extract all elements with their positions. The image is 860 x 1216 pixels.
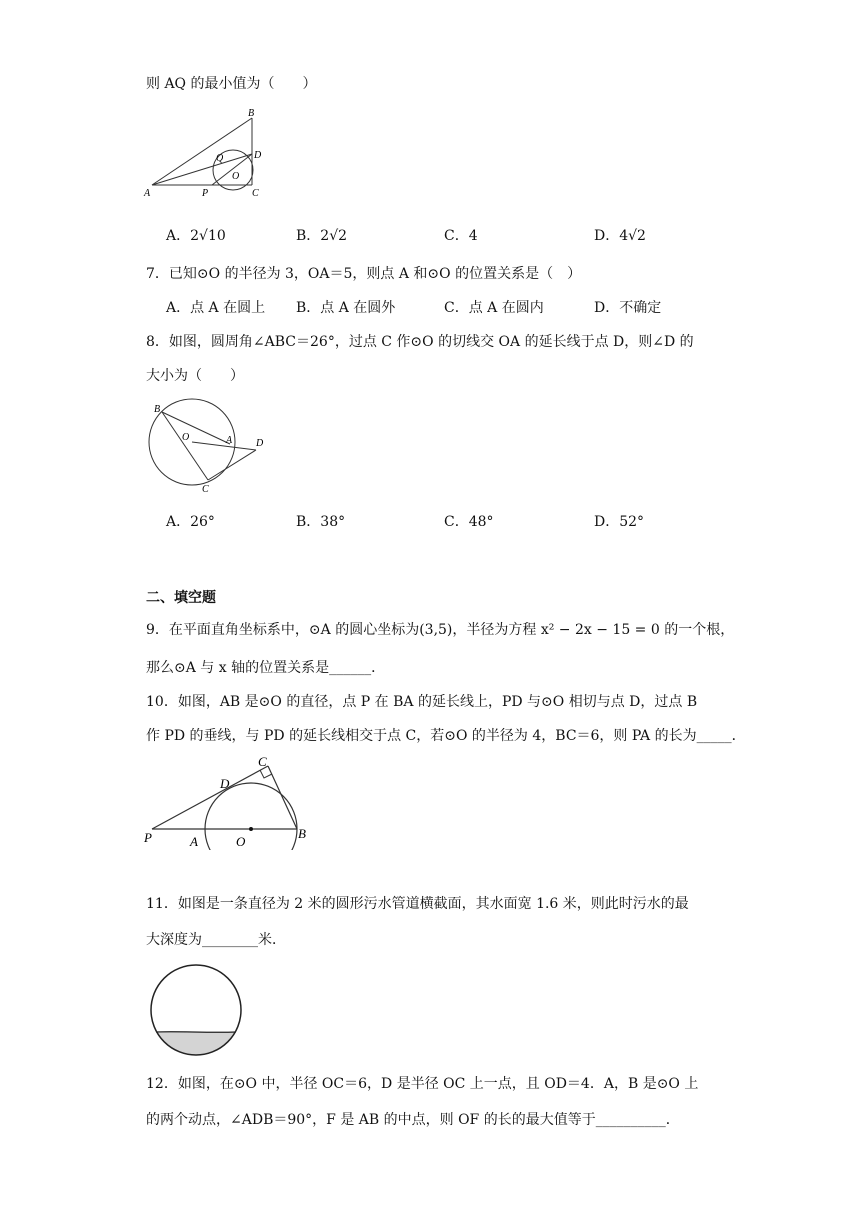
- q7-option-c[interactable]: C．点 A 在圆内: [444, 300, 544, 316]
- q9-line1: 9．在平面直角坐标系中，⊙A 的圆心坐标为(3,5)，半径为方程 x² − 2x − 15 = 0 的一个根，: [146, 622, 735, 638]
- q8-option-c[interactable]: C．48°: [444, 514, 494, 530]
- q6-figure: [140, 106, 270, 200]
- q7-option-a[interactable]: A．点 A 在圆上: [166, 300, 266, 316]
- q6-label-q: Q: [216, 153, 224, 164]
- q7-option-b[interactable]: B．点 A 在圆外: [296, 300, 396, 316]
- q8-label-c: C: [202, 484, 209, 495]
- q8-option-d[interactable]: D．52°: [594, 514, 645, 530]
- q11-figure: [148, 962, 248, 1062]
- q8-stem-line1: 8．如图，圆周角∠ABC＝26°，过点 C 作⊙O 的切线交 OA 的延长线于点 D，则∠D 的: [146, 334, 694, 350]
- q10-label-o: O: [236, 834, 246, 849]
- q10-label-d: D: [220, 776, 230, 791]
- q6-option-b[interactable]: B．2√2: [296, 228, 348, 244]
- q8-figure: [140, 398, 280, 498]
- q10-line2: 作 PD 的垂线，与 PD 的延长线相交于点 C，若⊙O 的半径为 4，BC＝6，则 PA 的长为_____．: [146, 728, 746, 744]
- section-title-fill-in: 二、填空题: [146, 590, 216, 606]
- q12-line2: 的两个动点，∠ADB＝90°，F 是 AB 的中点，则 OF 的长的最大值等于__________．: [146, 1112, 680, 1128]
- q7-stem: 7．已知⊙O 的半径为 3，OA＝5，则点 A 和⊙O 的位置关系是（ ）: [146, 266, 582, 282]
- q6-label-a: A: [144, 188, 151, 199]
- q10-label-c: C: [258, 754, 267, 769]
- q6-option-c[interactable]: C．4: [444, 228, 478, 244]
- q10-figure: [140, 754, 320, 850]
- q6-label-p: P: [202, 188, 209, 199]
- q8-label-b: B: [154, 404, 161, 415]
- q7-option-d[interactable]: D．不确定: [594, 300, 662, 316]
- q6-stem: 则 AQ 的最小值为（ ）: [146, 76, 317, 92]
- q10-label-b: B: [298, 826, 306, 841]
- q6-label-c: C: [252, 188, 259, 199]
- q8-label-o: O: [182, 432, 190, 443]
- q9-line2: 那么⊙A 与 x 轴的位置关系是______．: [146, 660, 386, 676]
- q6-option-a[interactable]: A．2√10: [166, 228, 226, 244]
- q10-label-a: A: [190, 834, 198, 849]
- q11-line1: 11．如图是一条直径为 2 米的圆形污水管道横截面，其水面宽 1.6 米，则此时污水的最: [146, 896, 689, 912]
- q10-label-p: P: [144, 830, 152, 845]
- q8-label-d: D: [256, 438, 264, 449]
- q8-label-a: A: [226, 435, 233, 446]
- q11-line2: 大深度为________米．: [146, 932, 286, 948]
- q8-option-b[interactable]: B．38°: [296, 514, 346, 530]
- q10-line1: 10．如图，AB 是⊙O 的直径，点 P 在 BA 的延长线上，PD 与⊙O 相切与点 D，过点 B: [146, 694, 698, 710]
- q12-line1: 12．如图，在⊙O 中，半径 OC＝6，D 是半径 OC 上一点，且 OD＝4．A，B 是⊙O 上: [146, 1076, 699, 1092]
- q8-stem-line2: 大小为（ ）: [146, 368, 244, 384]
- q6-option-d[interactable]: D．4√2: [594, 228, 646, 244]
- q6-label-d: D: [254, 150, 262, 161]
- q6-label-b: B: [248, 108, 255, 119]
- q8-option-a[interactable]: A．26°: [166, 514, 215, 530]
- q6-label-o: O: [232, 171, 240, 182]
